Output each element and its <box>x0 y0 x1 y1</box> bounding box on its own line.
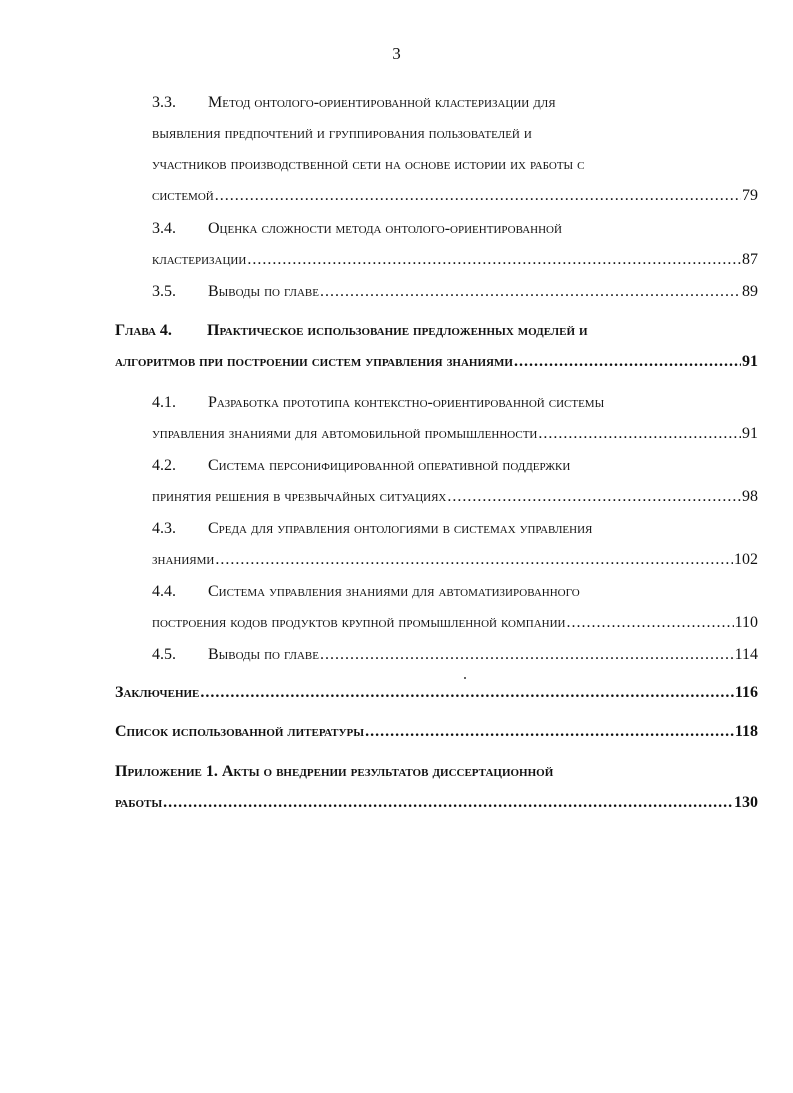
toc-entry-4-4-line-1[interactable] <box>152 579 580 605</box>
toc-entry-3-5[interactable] <box>152 279 758 305</box>
toc-title-text: Оценка сложности метода онтолого-ориентированной <box>208 220 562 237</box>
page-ref: 79 <box>742 187 758 204</box>
dot-leader <box>567 610 734 636</box>
toc-conclusion[interactable] <box>115 680 758 706</box>
page-ref: 118 <box>734 723 758 740</box>
toc-title-text: Список использованной литературы <box>115 723 365 740</box>
toc-entry-4-1-leader[interactable] <box>152 421 758 447</box>
page-ref: 110 <box>734 614 758 631</box>
section-number: 4.3. <box>152 520 176 537</box>
section-number: 4.1. <box>152 394 176 411</box>
page-number: 3 <box>392 44 401 63</box>
scan-speck <box>464 677 466 679</box>
dot-leader <box>320 642 734 668</box>
toc-entry-3-3-line-3: участников производственной сети на основе истории их работы с <box>152 156 585 173</box>
toc-title-text: знаниями <box>152 551 215 568</box>
toc-entry-3-3-line-1[interactable] <box>152 90 556 116</box>
page-ref: 116 <box>734 684 758 701</box>
toc-entry-4-3-leader[interactable] <box>152 547 758 573</box>
dot-leader <box>514 349 741 375</box>
toc-appendix-1-line-1[interactable]: Приложение 1. Акты о внедрении результатов диссертационной <box>115 763 554 780</box>
dot-leader <box>200 680 733 706</box>
section-number: 4.2. <box>152 457 176 474</box>
toc-title-text: Метод онтолого-ориентированной кластеризации для <box>208 94 556 111</box>
toc-entry-4-2-line-1[interactable] <box>152 453 570 479</box>
toc-entry-3-3-leader[interactable] <box>152 183 758 209</box>
page-ref: 91 <box>742 425 758 442</box>
toc-entry-3-4-line-1[interactable] <box>152 216 562 242</box>
toc-title-text: принятия решения в чрезвычайных ситуациях <box>152 488 447 505</box>
dot-leader <box>215 547 733 573</box>
dot-leader <box>538 421 741 447</box>
dot-leader <box>447 484 741 510</box>
page-ref: 98 <box>742 488 758 505</box>
toc-entry-3-3-line-2: выявления предпочтений и группирования пользователей и <box>152 125 532 142</box>
toc-appendix-1-leader[interactable] <box>115 790 758 816</box>
toc-title-text: Разработка прототипа контекстно-ориентированной системы <box>208 394 605 411</box>
section-number: 4.4. <box>152 583 176 600</box>
toc-title-text: управления знаниями для автомобильной промышленности <box>152 425 538 442</box>
toc-chapter-4-line-1[interactable] <box>115 318 588 344</box>
dot-leader <box>163 790 733 816</box>
section-number: 3.5. <box>152 283 176 300</box>
toc-title-text: Среда для управления онтологиями в системах управления <box>208 520 593 537</box>
page-ref: 114 <box>734 646 758 663</box>
toc-entry-3-4-leader[interactable] <box>152 247 758 273</box>
toc-title-text: работы <box>115 794 163 811</box>
toc-title-text: Система персонифицированной оперативной поддержки <box>208 457 571 474</box>
page-ref: 91 <box>742 353 758 370</box>
toc-title-text: Выводы по главе <box>208 646 319 663</box>
toc-bibliography[interactable] <box>115 719 758 745</box>
toc-title-text: Практическое использование предложенных моделей и <box>207 322 588 339</box>
page-ref: 89 <box>742 283 758 300</box>
toc-title-text: Выводы по главе <box>208 283 319 300</box>
toc-title-text: Система управления знаниями для автоматизированного <box>208 583 580 600</box>
toc-title-text: построения кодов продуктов крупной промышленной компании <box>152 614 566 631</box>
toc-entry-4-5[interactable] <box>152 642 758 668</box>
toc-title-text: кластеризации <box>152 251 247 268</box>
dot-leader <box>320 279 741 305</box>
toc-entry-4-4-leader[interactable] <box>152 610 758 636</box>
page-ref: 102 <box>734 551 758 568</box>
section-number: 3.4. <box>152 220 176 237</box>
dot-leader <box>215 183 741 209</box>
section-number: 4.5. <box>152 646 176 663</box>
toc-entry-4-1-line-1[interactable] <box>152 390 604 416</box>
page-ref: 87 <box>742 251 758 268</box>
page-ref: 130 <box>734 794 758 811</box>
toc-title-text: Заключение <box>115 684 200 701</box>
dot-leader <box>247 247 741 273</box>
toc-title-text: алгоритмов при построении систем управления знаниями <box>115 353 513 370</box>
dot-leader <box>365 719 734 745</box>
section-number: 3.3. <box>152 94 176 111</box>
chapter-number: Глава 4. <box>115 322 172 339</box>
toc-title-text: системой <box>152 187 214 204</box>
toc-chapter-4-leader[interactable] <box>115 349 758 375</box>
toc-entry-4-3-line-1[interactable] <box>152 516 592 542</box>
toc-entry-4-2-leader[interactable] <box>152 484 758 510</box>
